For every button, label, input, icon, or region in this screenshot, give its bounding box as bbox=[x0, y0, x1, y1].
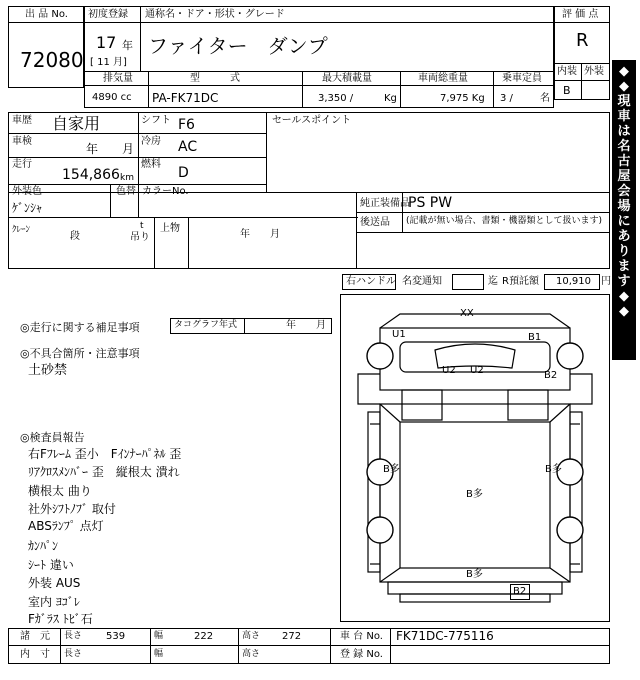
type-value: PA-FK71DC bbox=[152, 91, 219, 105]
mileage-value: 154,866 bbox=[62, 167, 120, 183]
crane-hook: 吊り bbox=[130, 232, 150, 243]
length-value: 539 bbox=[106, 631, 126, 642]
mark-b-many-center: B多 bbox=[466, 489, 483, 500]
details-block bbox=[8, 112, 610, 269]
mark-b1: B1 bbox=[528, 332, 542, 343]
sales-point-label: セールスポイント bbox=[272, 115, 352, 126]
ac-label: 冷房 bbox=[141, 136, 161, 147]
color-change-label: 色替 bbox=[116, 186, 136, 197]
width-label: 幅 bbox=[154, 631, 164, 641]
inspector-line: Fｶﾞﾗｽ ﾄﾋﾞ石 bbox=[28, 612, 93, 626]
tachograph-label: タコグラフ年式 bbox=[174, 320, 238, 330]
mark-u2-left: U2 bbox=[442, 365, 456, 376]
driving-notes-label: ◎走行に関する補足事項 bbox=[20, 321, 140, 334]
height-value: 272 bbox=[282, 631, 302, 642]
crane-steps: 段 bbox=[70, 231, 80, 242]
inspector-line: ﾘｱｸﾛｽﾒﾝﾊﾞｰ 歪 縦根太 潰れ bbox=[28, 465, 180, 479]
grade-label: 評 価 点 bbox=[562, 9, 599, 20]
score-value: R bbox=[576, 30, 589, 51]
dims-label: 諸 元 bbox=[20, 631, 50, 642]
r-deposit-value: 10,910 bbox=[556, 276, 591, 287]
dims-row bbox=[8, 628, 610, 646]
history-value: 自家用 bbox=[52, 114, 101, 133]
chassis-value: FK71DC-775116 bbox=[396, 629, 494, 643]
displacement-value: 4890 cc bbox=[92, 92, 132, 103]
mileage-label: 走行 bbox=[12, 159, 32, 170]
fuel-label: 燃料 bbox=[141, 159, 161, 170]
inspection-label: 車検 bbox=[12, 136, 32, 147]
max-load-unit: Kg bbox=[384, 93, 397, 104]
history-label: 車歴 bbox=[12, 115, 32, 126]
capacity-value: 3 / bbox=[500, 93, 513, 104]
name-change-box bbox=[452, 274, 484, 290]
inner-dims-row bbox=[8, 645, 610, 664]
inspector-line: 右Fﾌﾚｰﾑ 歪小 Fｲﾝﾅｰﾊﾟﾈﾙ 歪 bbox=[28, 447, 182, 461]
inspector-line: 横根太 曲り bbox=[28, 484, 92, 498]
reg-year: 17 bbox=[96, 33, 117, 52]
attachments-label: 後送品 bbox=[360, 217, 390, 228]
gross-weight-label: 車両総重量 bbox=[418, 73, 468, 84]
color-no-label: カラーNo. bbox=[142, 186, 189, 197]
mark-b-many-right: B多 bbox=[545, 464, 562, 475]
location-banner: ◆ ◆ 現 車 は 名 古 屋 会 場 に あ り ま す ◆ ◆ bbox=[612, 60, 636, 360]
crane-label: ｸﾚｰﾝ bbox=[12, 225, 31, 235]
inspection-value: 年 月 bbox=[86, 142, 135, 156]
lot-label: 出 品 No. bbox=[25, 9, 68, 20]
ac-value: AC bbox=[178, 139, 198, 155]
exterior-color-label: 外装色 bbox=[12, 186, 42, 197]
upper-label: 上物 bbox=[160, 223, 180, 234]
length-label: 長さ bbox=[64, 631, 83, 641]
rhd-label: 右ハンドル bbox=[346, 276, 396, 287]
r-deposit-unit: 円 bbox=[601, 276, 611, 287]
shift-value: F6 bbox=[178, 117, 195, 133]
inspector-line: 外装 AUS bbox=[28, 576, 81, 590]
first-reg-label: 初度登録 bbox=[88, 9, 128, 20]
inner-length-label: 長さ bbox=[64, 649, 83, 659]
gross-weight-value: 7,975 Kg bbox=[440, 93, 485, 104]
mark-b2: B2 bbox=[544, 370, 558, 381]
inspector-line: 室内 ﾖｺﾞﾚ bbox=[28, 595, 80, 609]
capacity-unit: 名 bbox=[540, 93, 550, 104]
max-load-label: 最大積載量 bbox=[322, 73, 372, 84]
mileage-unit: km bbox=[120, 173, 134, 183]
type-label: 型 式 bbox=[190, 73, 240, 84]
shift-label: シフト bbox=[141, 115, 171, 126]
deadline-label: 迄 bbox=[488, 276, 498, 287]
name-change-label: 名変通知 bbox=[402, 276, 442, 287]
upper-value: 年 月 bbox=[240, 229, 280, 240]
mark-b-many-left: B多 bbox=[383, 464, 400, 475]
equipment-value: PS PW bbox=[408, 195, 453, 211]
max-load-value: 3,350 / bbox=[318, 93, 354, 104]
model-label: 通称名・ドア・形状・グレード bbox=[145, 9, 285, 20]
fuel-value: D bbox=[178, 165, 189, 181]
inspector-line: ｶﾝﾊﾟﾝ bbox=[28, 539, 59, 553]
inner-width-label: 幅 bbox=[154, 649, 164, 659]
inner-dims-label: 内 寸 bbox=[20, 649, 50, 660]
reg-year-unit: 年 bbox=[122, 39, 133, 52]
r-deposit-label: R預託額 bbox=[502, 276, 539, 287]
chassis-label: 車 台 No. bbox=[340, 631, 383, 642]
defects-label: ◎不具合箇所・注意事項 bbox=[20, 347, 140, 360]
mark-u2-right: U2 bbox=[470, 365, 484, 376]
lot-number: 72080 bbox=[20, 48, 84, 72]
inspector-line: ｼｰﾄ 違い bbox=[28, 558, 74, 572]
displacement-label: 排気量 bbox=[103, 73, 133, 84]
interior-label: 内装 bbox=[557, 66, 577, 77]
equipment-label: 純正装備品 bbox=[360, 198, 410, 209]
inspector-line: ABSﾗﾝﾌﾟ 点灯 bbox=[28, 519, 104, 533]
mark-b2-rear: B2 bbox=[513, 586, 527, 597]
interior-score: B bbox=[563, 84, 571, 97]
vehicle-name: ファイター ダンプ bbox=[148, 34, 328, 58]
inspector-line: 社外ｼﾌﾄﾉﾌﾞ 取付 bbox=[28, 502, 116, 516]
mark-u1: U1 bbox=[392, 329, 406, 340]
exterior-label: 外装 bbox=[584, 66, 604, 77]
height-label: 高さ bbox=[242, 631, 261, 641]
mark-b-many-rear: B多 bbox=[466, 569, 483, 580]
crane-ton: t bbox=[140, 221, 144, 231]
attachments-note: (記載が無い場合、書類・機器類として扱います) bbox=[406, 216, 603, 226]
inspector-label: ◎検査員報告 bbox=[20, 431, 85, 444]
reg-no-label: 登 録 No. bbox=[340, 649, 383, 660]
capacity-label: 乗車定員 bbox=[502, 73, 542, 84]
width-value: 222 bbox=[194, 631, 214, 642]
defect-line: 土砂禁 bbox=[28, 363, 68, 378]
inner-height-label: 高さ bbox=[242, 649, 261, 659]
reg-month: [ 11 月] bbox=[90, 57, 127, 68]
tachograph-value: 年 月 bbox=[286, 320, 326, 331]
specs-header-row bbox=[84, 71, 554, 86]
exterior-color-value: ｹﾞﾝｼｬ bbox=[12, 201, 43, 215]
mark-xx: XX bbox=[460, 308, 474, 319]
